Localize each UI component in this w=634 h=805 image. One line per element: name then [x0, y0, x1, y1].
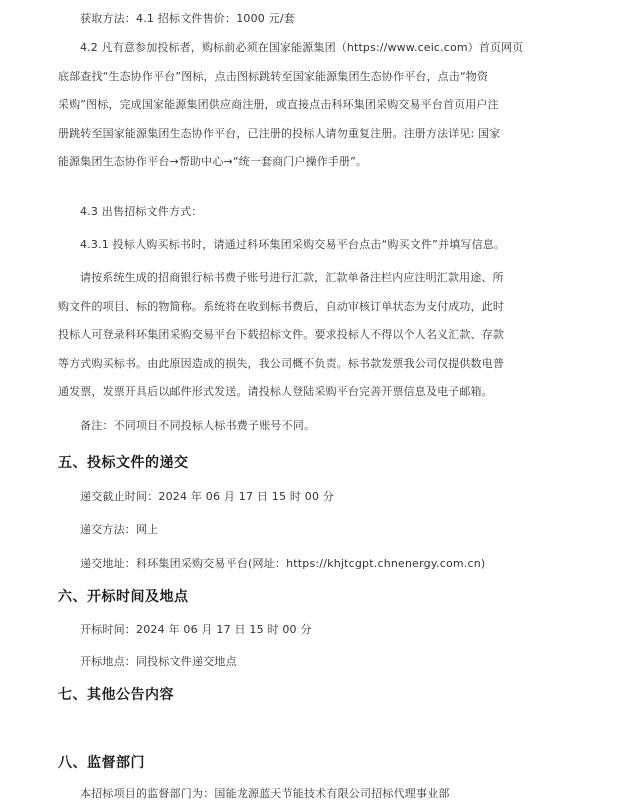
remit-line-5: 通发票，发票开具后以邮件形式发送。请投标人登陆采购平台完善开票信息及电子邮箱。: [58, 385, 493, 398]
p42-line-1: 4.2 凡有意参加投标者，购标前必须在国家能源集团（https://www.ceic.com）首页网页: [80, 41, 524, 54]
p42-line-2: 底部查找“生态协作平台”图标，点击图标跳转至国家能源集团生态协作平台，点击“物资: [58, 69, 489, 83]
opening-time: 开标时间：2024 年 06 月 17 日 15 时 00 分: [80, 623, 312, 636]
submission-deadline: 递交截止时间：2024 年 06 月 17 日 15 时 00 分: [80, 490, 335, 503]
section-6-heading: 六、开标时间及地点: [58, 589, 189, 605]
submission-address: 递交地址：科环集团采购交易平台(网址：https://khjtcgpt.chnenergy.com.cn): [80, 557, 486, 570]
opening-place: 开标地点：同投标文件递交地点: [80, 655, 237, 668]
remit-line-2: 购文件的项目、标的物简称。系统将在收到标书费后，自动审核订单状态为支付成功，此时: [58, 299, 504, 313]
section-5-heading: 五、投标文件的递交: [58, 455, 189, 471]
p42-line-3: 采购”图标，完成国家能源集团供应商注册，或直接点击科环集团采购交易平台首页用户注: [58, 98, 499, 111]
supervision-department: 本招标项目的监督部门为：国能龙源蓝天节能技术有限公司招标代理事业部: [80, 787, 450, 800]
section-4-3-1-text: 4.3.1 投标人购买标书时，请通过科环集团采购交易平台点击“购买文件”并填写信息。: [80, 238, 506, 251]
section-8-heading: 八、监督部门: [58, 755, 145, 771]
remark-line: 备注：不同项目不同投标人标书费子账号不同。: [80, 419, 316, 432]
remittance-paragraph: [58, 264, 588, 407]
section-7-heading: 七、其他公告内容: [58, 687, 174, 703]
purchase-price-line: 获取方法：4.1 招标文件售价：1000 元/套: [80, 12, 295, 25]
section-4-2-paragraph: [58, 34, 588, 177]
remit-line-4: 等方式购买标书。由此原因造成的损失，我公司概不负责。标书款发票我公司仅提供数电普: [58, 356, 504, 370]
p42-line-4: 册跳转至国家能源集团生态协作平台，已注册的投标人请勿重复注册。注册方法详见: 国家: [58, 126, 501, 140]
remit-line-1: 请按系统生成的招商银行标书费子账号进行汇款，汇款单备注栏内应注明汇款用途、所: [80, 271, 504, 284]
p42-line-5: 能源集团生态协作平台→帮助中心→“统一套商门户操作手册”。: [58, 155, 368, 168]
remit-line-3: 投标人可登录科环集团采购交易平台下载招标文件。要求投标人不得以个人名义汇款、存款: [58, 328, 504, 341]
submission-method: 递交方法：网上: [80, 523, 159, 536]
section-4-3-title: 4.3 出售招标文件方式：: [80, 205, 203, 218]
